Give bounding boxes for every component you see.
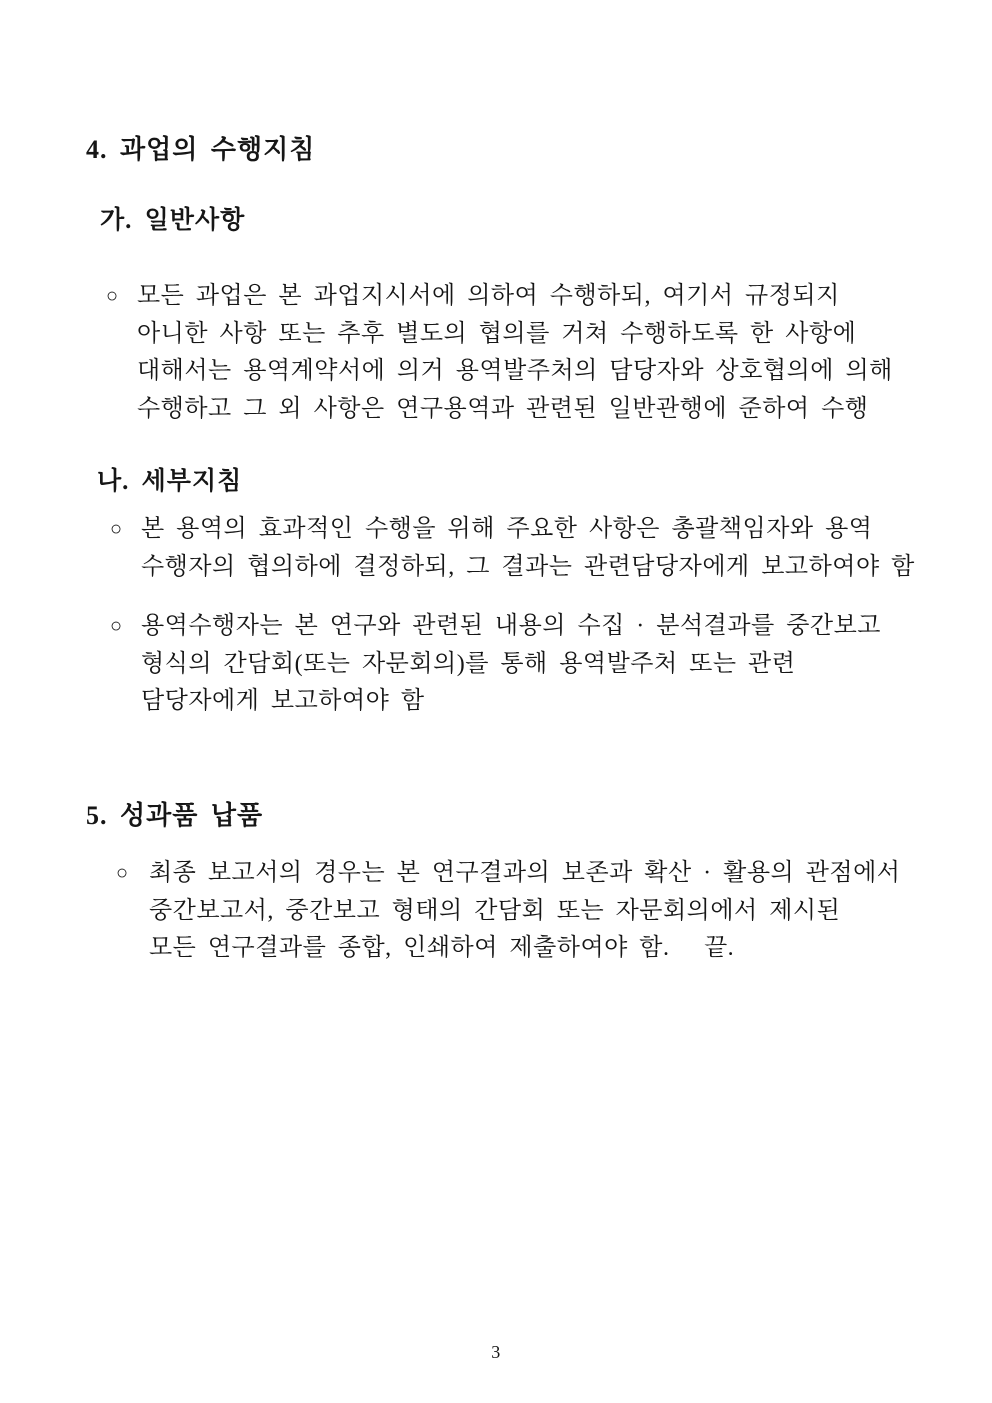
text-line: 모든 과업은 본 과업지시서에 의하여 수행하되, 여기서 규정되지: [137, 283, 840, 309]
text-line: 담당자에게 보고하여야 함: [141, 688, 425, 714]
page-number: 3: [491, 1342, 501, 1362]
bullet-text-block: [141, 511, 915, 586]
circle-bullet-icon: ○: [116, 862, 129, 884]
circle-bullet-icon: ○: [110, 518, 123, 540]
bullet-item-detail-2: [110, 608, 881, 721]
text-line: 아니한 사항 또는 추후 별도의 협의를 거쳐 수행하도록 한 사항에: [137, 320, 857, 347]
bullet-text-block: [149, 855, 900, 968]
text-line: 용역수행자는 본 연구와 관련된 내용의 수집 · 분석결과를 중간보고: [141, 613, 881, 639]
bullet-item-detail-1: [110, 511, 915, 586]
text-line: 수행자의 협의하에 결정하되, 그 결과는 관련담당자에게 보고하여야 함: [141, 553, 915, 580]
text-line: 수행하고 그 외 사항은 연구용역과 관련된 일반관행에 준하여 수행: [137, 395, 869, 422]
subsection-ga-heading: 가. 일반사항: [100, 207, 246, 234]
circle-bullet-icon: ○: [106, 285, 119, 307]
text-line: 중간보고서, 중간보고 형태의 간담회 또는 자문회의에서 제시된: [149, 897, 841, 924]
text-line: 형식의 간담회(또는 자문회의)를 통해 용역발주처 또는 관련: [141, 650, 796, 677]
circle-bullet-icon: ○: [110, 615, 123, 637]
section-5-heading: 5. 성과품 납품: [86, 801, 264, 830]
subsection-na-heading: 나. 세부지침: [97, 468, 243, 495]
section-4-heading: 4. 과업의 수행지침: [86, 135, 316, 164]
bullet-item-delivery-1: [116, 855, 900, 968]
text-line: 모든 연구결과를 종합, 인쇄하여 제출하여야 함. 끝.: [149, 935, 735, 961]
bullet-text-block: [137, 278, 893, 428]
text-line: 대해서는 용역계약서에 의거 용역발주처의 담당자와 상호협의에 의해: [137, 358, 893, 384]
text-line: 최종 보고서의 경우는 본 연구결과의 보존과 확산 · 활용의 관점에서: [149, 860, 901, 886]
text-line: 본 용역의 효과적인 수행을 위해 주요한 사항은 총괄책임자와 용역: [141, 516, 873, 542]
bullet-item-general-1: [106, 278, 893, 428]
bullet-text-block: [141, 608, 881, 721]
